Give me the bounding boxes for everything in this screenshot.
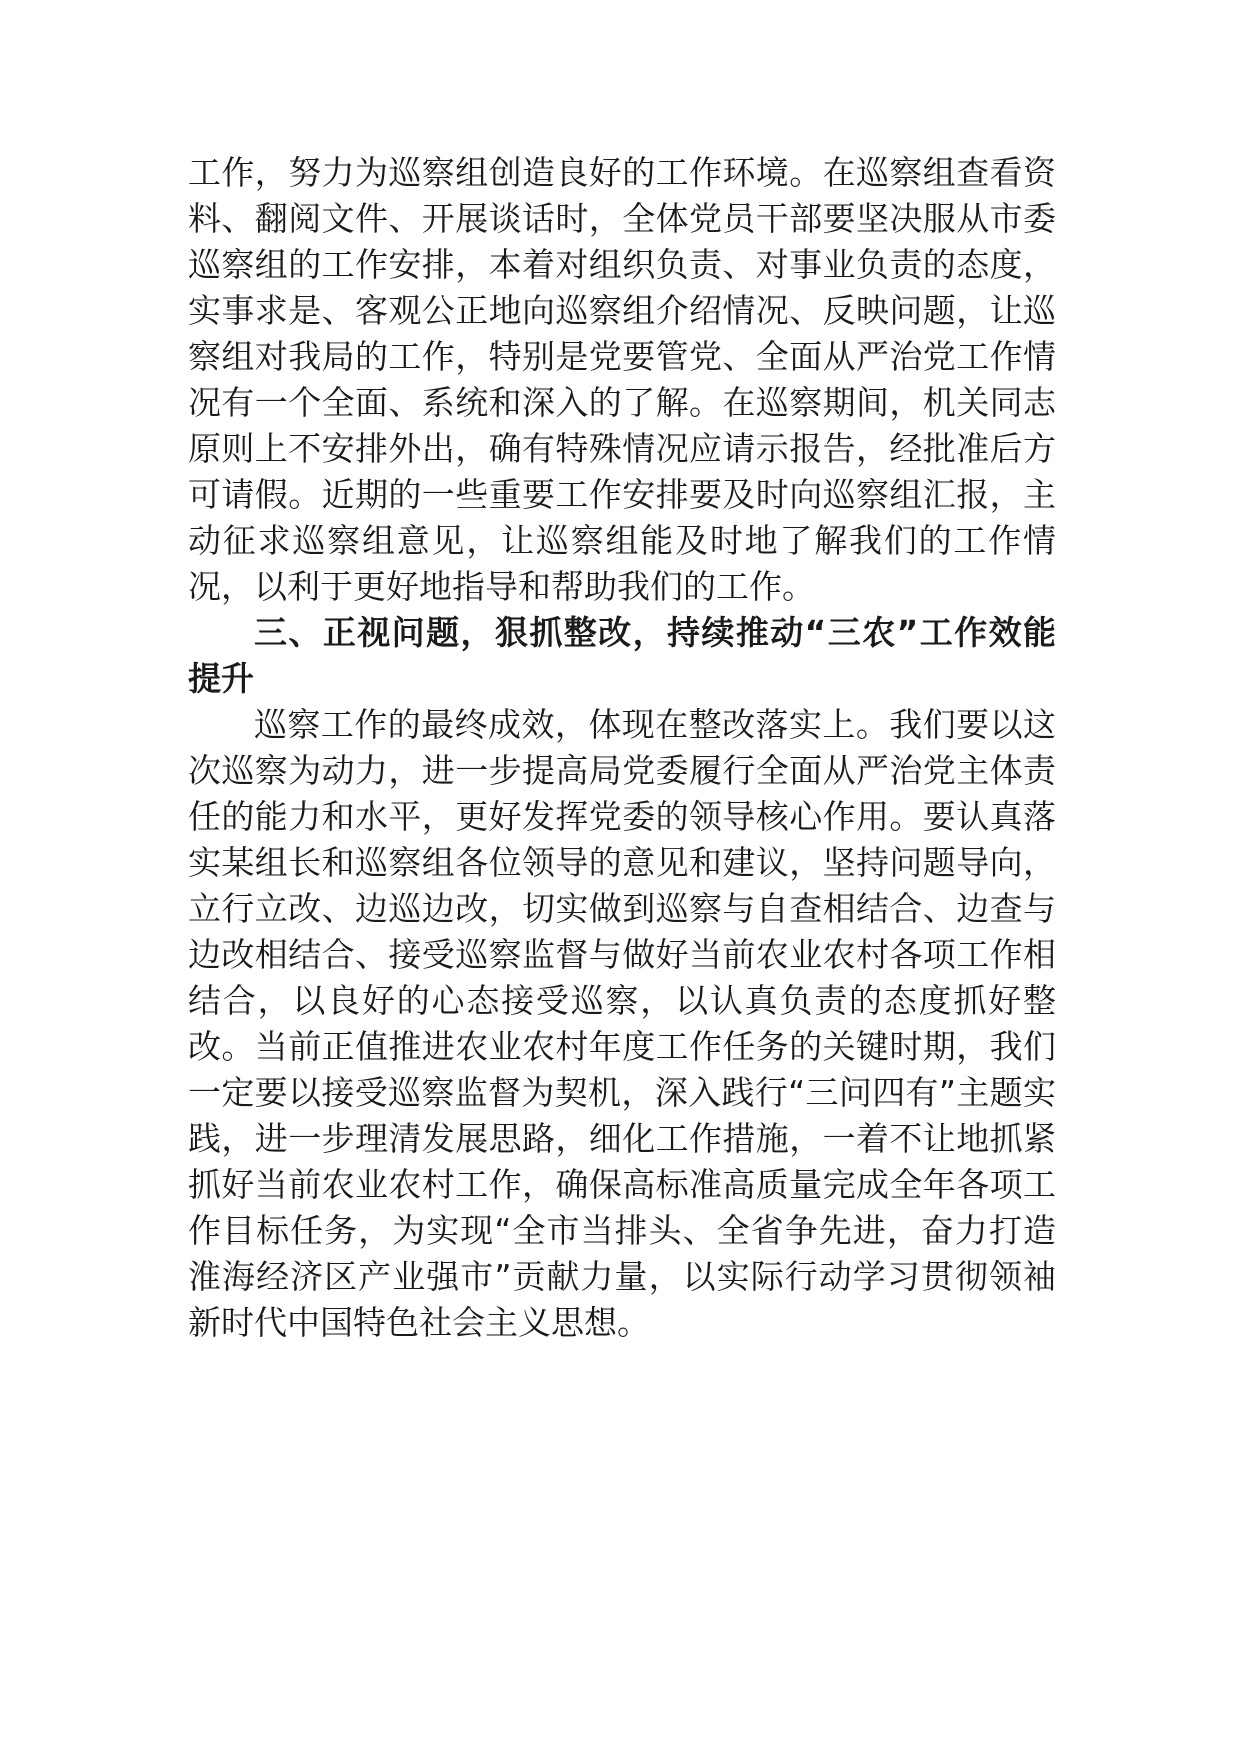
body-paragraph-1: 工作，努力为巡察组创造良好的工作环境。在巡察组查看资料、翻阅文件、开展谈话时，全体党员干部要坚决服从市委巡察组的工作安排，本着对组织负责、对事业负责的态度，实事求是、客观公正地向巡察组介绍情况、反映问题，让巡察组对我局的工作，特别是党要管党、全面从严治党工作情况有一个全面、系统和深入的了解。在巡察期间，机关同志原则上不安排外出，确有特殊情况应请示报告，经批准后方可请假。近期的一些重要工作安排要及时向巡察组汇报，主动征求巡察组意见，让巡察组能及时地了解我们的工作情况，以利于更好地指导和帮助我们的工作。: [188, 153, 1056, 606]
document-page: [188, 150, 1056, 1346]
body-paragraph-2: 巡察工作的最终成效，体现在整改落实上。我们要以这次巡察为动力，进一步提高局党委履行全面从严治党主体责任的能力和水平，更好发挥党委的领导核心作用。要认真落实某组长和巡察组各位领导的意见和建议，坚持问题导向，立行立改、边巡边改，切实做到巡察与自查相结合、边查与边改相结合、接受巡察监督与做好当前农业农村各项工作相结合，以良好的心态接受巡察，以认真负责的态度抓好整改。当前正值推进农业农村年度工作任务的关键时期，我们一定要以接受巡察监督为契机，深入践行“三问四有”主题实践，进一步理清发展思路，细化工作措施，一着不让地抓紧抓好当前农业农村工作，确保高标准高质量完成全年各项工作目标任务，为实现“全市当排头、全省争先进，奋力打造淮海经济区产业强市”贡献力量，以实际行动学习贯彻领袖新时代中国特色社会主义思想。: [188, 705, 1056, 1342]
section-heading-3: 三、正视问题，狠抓整改，持续推动“三农”工作效能提升: [188, 613, 1056, 698]
